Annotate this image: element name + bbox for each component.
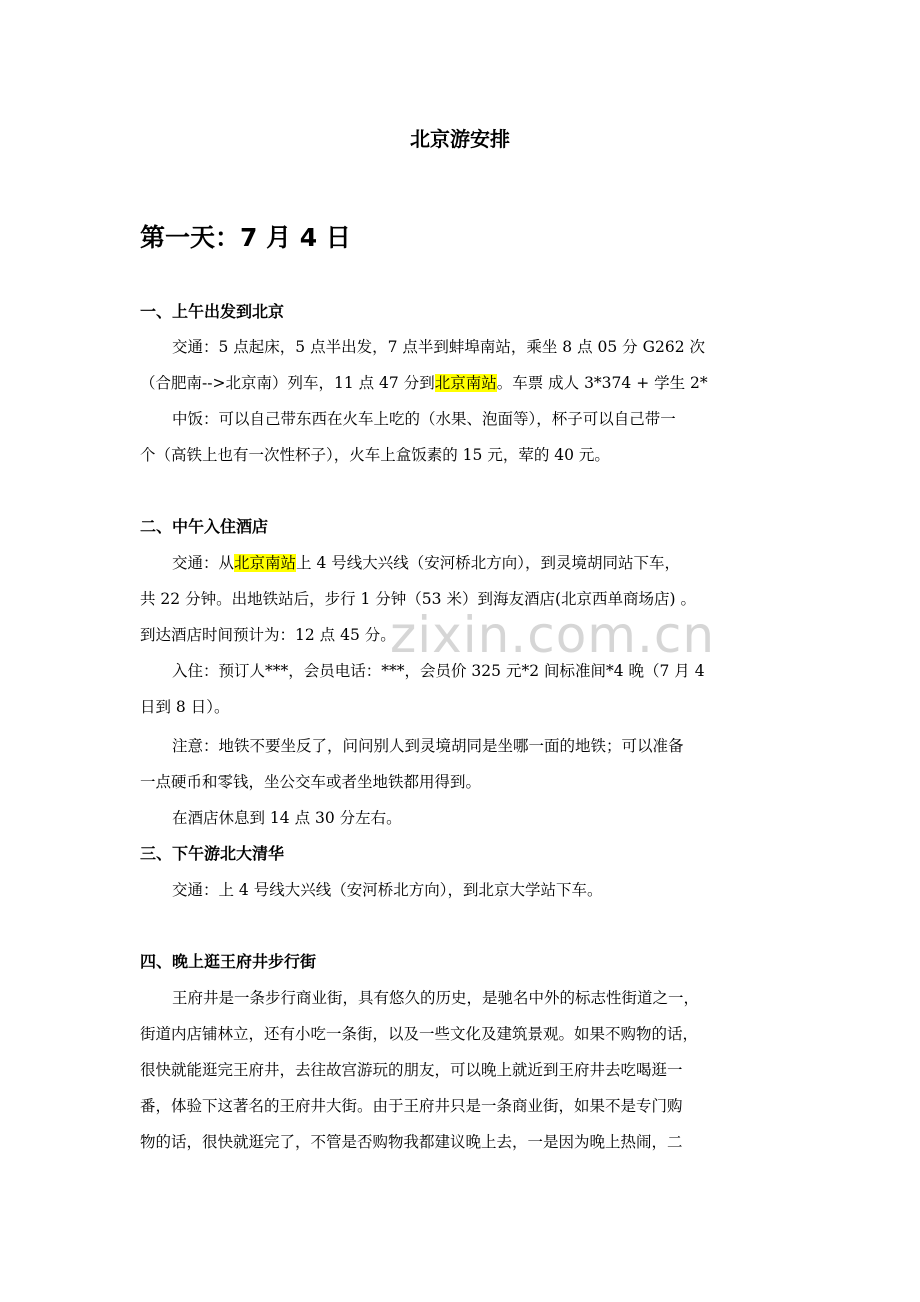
paragraph-line: 在酒店休息到 14 点 30 分左右。	[172, 809, 402, 827]
paragraph-line: 物的话，很快就逛完了，不管是否购物我都建议晚上去，一是因为晚上热闹，二	[140, 1133, 683, 1151]
watermark: zixin.com.cn	[390, 606, 716, 664]
paragraph-line: 日到 8 日）。	[140, 698, 230, 716]
highlighted-station: 北京南站	[234, 554, 297, 572]
paragraph-line: 很快就能逛完王府井，去往故宫游玩的朋友，可以晚上就近到王府井去吃喝逛一	[140, 1061, 683, 1079]
section-heading-evening: 四、晚上逛王府井步行街	[140, 952, 317, 971]
paragraph-line: 共 22 分钟。出地铁站后，步行 1 分钟（53 米）到海友酒店(北京西单商场店) 。	[140, 590, 696, 608]
document-title: 北京游安排	[410, 127, 510, 151]
highlighted-station: 北京南站	[434, 374, 497, 392]
paragraph-line: 番，体验下这著名的王府井大街。由于王府井只是一条商业街，如果不是专门购	[140, 1097, 683, 1115]
section-heading-noon: 二、中午入住酒店	[140, 517, 269, 536]
paragraph-line: 一点硬币和零钱，坐公交车或者坐地铁都用得到。	[140, 773, 482, 791]
paragraph-line: 注意：地铁不要坐反了，问问别人到灵境胡同是坐哪一面的地铁；可以准备	[172, 737, 684, 755]
day-heading: 第一天：7 月 4 日	[140, 223, 351, 252]
section-heading-afternoon: 三、下午游北大清华	[140, 844, 285, 863]
paragraph-line: （合肥南-->北京南）列车，11 点 47 分到北京南站。车票 成人 3*374 + 学生 2*	[140, 374, 708, 392]
paragraph-line: 到达酒店时间预计为：12 点 45 分。	[140, 626, 396, 644]
paragraph-line: 街道内店铺林立，还有小吃一条街，以及一些文化及建筑景观。如果不购物的话，	[140, 1025, 699, 1043]
paragraph-line: 入住：预订人***，会员电话：***，会员价 325 元*2 间标准间*4 晚（7 月 4	[172, 662, 705, 680]
section-heading-morning: 一、上午出发到北京	[140, 302, 285, 321]
paragraph-line: 交通：上 4 号线大兴线（安河桥北方向），到北京大学站下车。	[172, 881, 603, 899]
paragraph-line: 个（高铁上也有一次性杯子），火车上盒饭素的 15 元，荤的 40 元。	[140, 446, 610, 464]
paragraph-line: 交通：5 点起床，5 点半出发，7 点半到蚌埠南站，乘坐 8 点 05 分 G262 次	[172, 338, 705, 356]
paragraph-line: 中饭：可以自己带东西在火车上吃的（水果、泡面等），杯子可以自己带一	[172, 410, 676, 428]
paragraph-line: 王府井是一条步行商业街，具有悠久的历史，是驰名中外的标志性街道之一，	[172, 989, 700, 1007]
paragraph-line: 交通：从北京南站上 4 号线大兴线（安河桥北方向），到灵境胡同站下车，	[172, 554, 680, 572]
